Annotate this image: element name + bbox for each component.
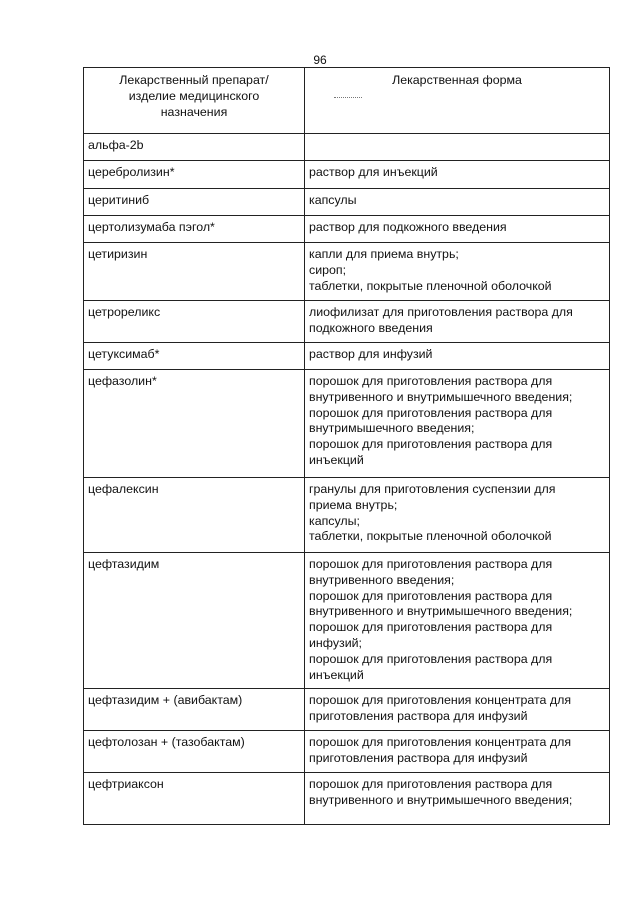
dosage-form-cell — [305, 553, 610, 689]
dosage-form-line: порошок для приготовления раствора для — [309, 588, 553, 603]
header-dosage-form — [305, 68, 610, 134]
dosage-form-line: раствор для подкожного введения — [309, 220, 507, 234]
table-row — [84, 301, 610, 343]
header-line: изделие медицинского — [128, 88, 260, 103]
dosage-form-line: порошок для приготовления раствора для — [309, 405, 553, 420]
drug-name-cell — [84, 134, 305, 161]
drug-name: цефтриаксон — [88, 777, 164, 791]
drug-name: цертолизумаба пэгол* — [88, 220, 215, 234]
dosage-form-cell — [305, 189, 610, 216]
table-header-row — [84, 68, 610, 134]
drug-name: альфа-2b — [88, 138, 144, 152]
dosage-form-line: внутривенного введения; — [309, 572, 455, 587]
dosage-form-cell — [305, 731, 610, 773]
dosage-form-line: внутривенного и внутримышечного введения; — [309, 389, 573, 404]
dosage-form-cell — [305, 243, 610, 301]
dosage-form-line: порошок для приготовления раствора для — [309, 777, 553, 791]
dosage-form-line: инъекций — [309, 452, 364, 467]
dosage-form-line: инъекций — [309, 667, 364, 682]
dosage-form-cell — [305, 161, 610, 189]
dosage-form-line: порошок для приготовления раствора для — [309, 437, 553, 452]
drug-name-cell — [84, 731, 305, 773]
dosage-form-cell — [305, 343, 610, 370]
dosage-form-cell — [305, 478, 610, 553]
dosage-form-line: капсулы — [309, 193, 357, 207]
drug-name: цефтолозан + (тазобактам) — [88, 735, 245, 749]
header-drug-name — [84, 68, 305, 134]
table-row — [84, 343, 610, 370]
dosage-form-line: раствор для инъекций — [309, 165, 438, 179]
table-row — [84, 478, 610, 553]
dosage-form-line: таблетки, покрытые пленочной оболочкой — [309, 278, 552, 293]
table-row — [84, 553, 610, 689]
header-line: Лекарственная форма — [392, 73, 522, 87]
dosage-form-cell — [305, 216, 610, 243]
drug-name: цефтазидим + (авибактам) — [88, 693, 243, 707]
drug-name: церебролизин* — [88, 165, 175, 179]
dosage-form-line: капли для приема внутрь; — [309, 247, 459, 261]
drug-name-cell — [84, 301, 305, 343]
table-row — [84, 216, 610, 243]
drug-table — [83, 67, 610, 825]
table-row — [84, 773, 610, 825]
dosage-form-line: раствор для инфузий — [309, 347, 433, 361]
dosage-form-line: внутривенного и внутримышечного введения; — [309, 792, 573, 807]
drug-name: цетуксимаб* — [88, 347, 160, 361]
dosage-form-line: внутривенного и внутримышечного введения; — [309, 604, 573, 619]
table-row — [84, 134, 610, 161]
drug-name-cell — [84, 343, 305, 370]
dosage-form-line: порошок для приготовления раствора для — [309, 557, 553, 571]
drug-name-cell — [84, 689, 305, 731]
drug-name: цетиризин — [88, 247, 148, 261]
dosage-form-line: подкожного введения — [309, 320, 433, 335]
drug-name: цефтазидим — [88, 557, 160, 571]
dosage-form-line: порошок для приготовления раствора для — [309, 651, 553, 666]
dosage-form-cell — [305, 134, 610, 161]
dosage-form-line: порошок для приготовления концентрата для — [309, 735, 572, 749]
table-body — [84, 134, 610, 825]
dosage-form-line: сироп; — [309, 262, 347, 277]
dosage-form-line: порошок для приготовления концентрата для — [309, 693, 572, 707]
drug-name-cell — [84, 773, 305, 825]
dosage-form-line: приема внутрь; — [309, 497, 398, 512]
dosage-form-cell — [305, 773, 610, 825]
table-row — [84, 370, 610, 478]
dosage-form-line: инфузий; — [309, 635, 362, 650]
table-row — [84, 189, 610, 216]
drug-name-cell — [84, 370, 305, 478]
header-line: Лекарственный препарат/ — [119, 73, 269, 87]
dosage-form-cell — [305, 301, 610, 343]
drug-name-cell — [84, 553, 305, 689]
dosage-form-line: лиофилизат для приготовления раствора для — [309, 305, 573, 319]
dosage-form-cell — [305, 370, 610, 478]
dosage-form-line: таблетки, покрытые пленочной оболочкой — [309, 529, 552, 544]
dosage-form-line: гранулы для приготовления суспензии для — [309, 482, 556, 496]
dosage-form-line: приготовления раствора для инфузий — [309, 708, 528, 723]
page-number: 96 — [313, 53, 327, 67]
table-row — [84, 161, 610, 189]
dosage-form-line: приготовления раствора для инфузий — [309, 750, 528, 765]
dosage-form-line: капсулы; — [309, 513, 360, 528]
drug-name: церитиниб — [88, 193, 150, 207]
table-row — [84, 689, 610, 731]
drug-name-cell — [84, 478, 305, 553]
drug-name: цефазолин* — [88, 374, 157, 388]
dosage-form-line: порошок для приготовления раствора для — [309, 620, 553, 635]
table-row — [84, 243, 610, 301]
header-line: назначения — [160, 104, 228, 119]
drug-name: цефалексин — [88, 482, 159, 496]
drug-name-cell — [84, 161, 305, 189]
dosage-form-line: порошок для приготовления раствора для — [309, 374, 553, 388]
drug-name-cell — [84, 189, 305, 216]
table-row — [84, 731, 610, 773]
drug-name-cell — [84, 216, 305, 243]
drug-name-cell — [84, 243, 305, 301]
dosage-form-cell — [305, 689, 610, 731]
dosage-form-line: внутримышечного введения; — [309, 421, 475, 436]
drug-name: цетрореликс — [88, 305, 161, 319]
